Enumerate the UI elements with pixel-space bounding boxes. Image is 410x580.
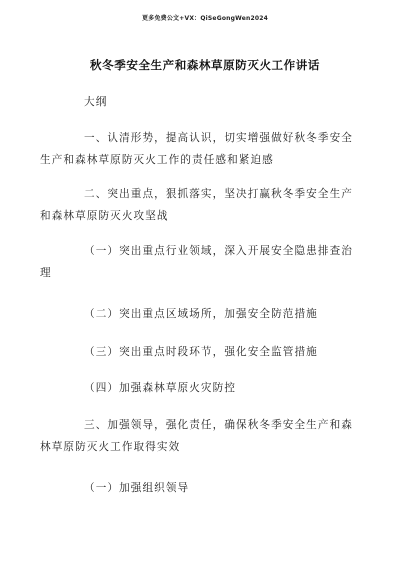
- section-line: （三）突出重点时段环节，强化安全监管措施: [84, 346, 318, 358]
- section-3: [40, 414, 362, 458]
- document-title: 秋冬季安全生产和森林草原防灭火工作讲话: [90, 58, 320, 72]
- section-line: 理: [40, 267, 52, 279]
- section-line: 生产和森林草原防灭火工作的责任感和紧迫感: [40, 154, 274, 166]
- section-line: 三、加强领导，强化责任，确保秋冬季安全生产和森: [84, 419, 353, 431]
- section-line: 林草原防灭火工作取得实效: [40, 441, 181, 453]
- section-line: （一）突出重点行业领域，深入开展安全隐患排查治: [84, 245, 353, 257]
- section-2-1: [40, 240, 362, 284]
- section-line: 一、认清形势，提高认识，切实增强做好秋冬季安全: [84, 132, 353, 144]
- section-line: 二、突出重点，狠抓落实，坚决打赢秋冬季安全生产: [84, 188, 353, 200]
- section-2-3: [62, 341, 362, 363]
- section-line: （一）加强组织领导: [84, 482, 190, 494]
- section-line: （四）加强森林草原火灾防控: [84, 382, 237, 394]
- header-note: 更多免费公文+VX：QiSeGongWen2024: [142, 15, 268, 22]
- section-1: [40, 127, 362, 171]
- section-3-1: [62, 477, 362, 499]
- section-2-2: [62, 303, 362, 325]
- outline-label-text: 大纲: [84, 96, 108, 108]
- section-2-4: [62, 377, 362, 399]
- section-line: 和森林草原防灭火攻坚战: [40, 210, 169, 222]
- section-line: （二）突出重点区域场所，加强安全防范措施: [84, 308, 318, 320]
- section-2: [40, 183, 362, 227]
- outline-label: [62, 91, 362, 113]
